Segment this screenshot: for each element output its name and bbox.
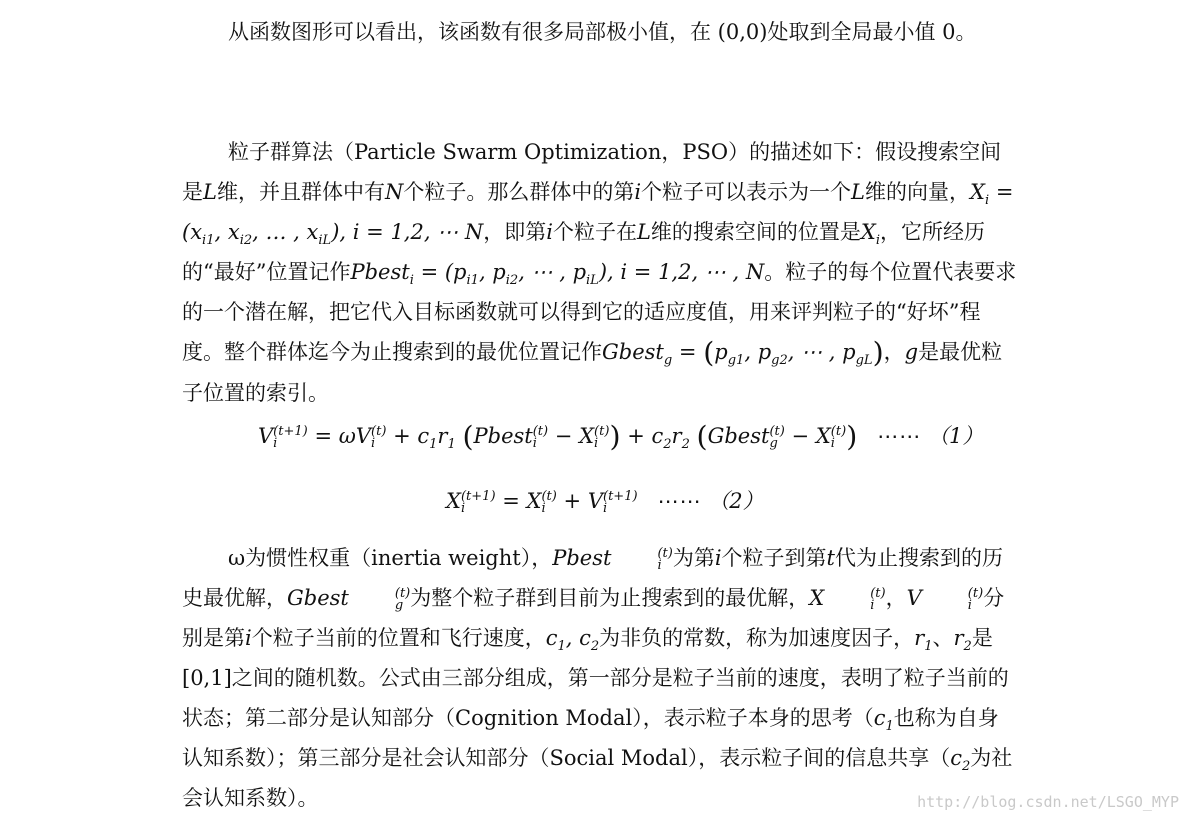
text-run: 个粒子。那么群体中的第 <box>403 180 635 204</box>
paragraph-3 <box>182 538 1018 818</box>
text-run: 是最优粒子位置的索引。 <box>182 340 1003 405</box>
text-run: 为整个粒子群到目前为止搜索到的最优解， <box>410 586 810 610</box>
text-run: 是[0,1]之间的随机数。公式由三部分组成，第一部分是粒子当前的速度，表明了粒子当前的状态；第二部分是认知部分（Cognition Modal），表示粒子本身的思考（ <box>182 626 1009 730</box>
text-run: 个粒子在 <box>552 220 637 244</box>
text-run: 。粒子的每个位置代表要求的一个潜在解，把它代入目标函数就可以得到它的适应度值，用来评判粒子的“好坏”程度。整个群体迄今为止搜索到的最优位置记作 <box>182 260 1017 364</box>
text-run: 维的向量， <box>865 180 970 204</box>
watermark-url: http://blog.csdn.net/LSGO_MYP <box>917 793 1179 811</box>
paragraph-2 <box>182 132 1018 413</box>
paragraph-1-text: 从函数图形可以看出，该函数有很多局部极小值，在 (0,0)处取到全局最小值 0。 <box>228 20 977 44</box>
paragraph-2-text: 粒子群算法（Particle Swarm Optimization，PSO）的描述如下：假设搜索空间是L维，并且群体中有N个粒子。那么群体中的第i个粒子可以表示为一个L维的向量，$X_i = (x_{i1}$, $x_{i2}$, … , $x_{iL}$), i = 1,2, ⋯ N，即第i个粒子在L维的搜索空间的位置是$X_i$，它所经历的“最好”位置记作Pbest$_i$ = ($p_{i1}$, $p_{i2}$, ⋯ , $p_{iL}$), i = 1,2, ⋯ , N。粒子的每个位置代表要求的一个潜在解，把它代入目标函数就可以得到它的适应度值，用来评判粒子的“好坏”程度。整个群体迄今为止搜索到的最优位置记作Gbest$_g$ = ($p_{g1}$, $p_{g2}$, ⋯ , $p_{gL}$)，g是最优粒子位置的索引。 <box>182 140 1017 405</box>
equation-1: V (t+1) i = ωV (t) i + $c_1r_1$ (Pbest (t) i − X (t) i ) + $c_2r_2$ (Gbest (t) g − X (t) i ) ⋯⋯ （1） <box>258 420 984 453</box>
text-run: ，即第 <box>483 220 547 244</box>
formula-Gbest: Gbest$_g$ = ($p_{g1}$, $p_{g2}$, ⋯ , $p_{gL}$) <box>602 336 884 369</box>
text-run: ， <box>883 340 905 364</box>
text-run: 维，并且群体中有 <box>216 180 385 204</box>
text-run: 维的搜索空间的位置是 <box>650 220 861 244</box>
formula-Xi: $X_i = (x_{i1}$, $x_{i2}$, … , $x_{iL}$), i = 1,2, ⋯ N <box>182 180 1014 249</box>
text-run: 为社会认知系数）。 <box>182 746 1013 810</box>
text-run: 个粒子到第 <box>721 546 827 570</box>
text-run: 为非负的常数，称为加速度因子， <box>599 626 915 650</box>
text-run: ，它所经历的“最好”位置记作 <box>182 220 986 284</box>
text-run: 粒子群算法（Particle Swarm Optimization，PSO）的描述如下：假设搜索空间是 <box>182 140 1002 204</box>
equation-1-number: （1） <box>927 424 984 448</box>
equation-2: X (t+1) i = X (t) i + V (t+1) i ⋯⋯ （2） <box>446 488 764 516</box>
text-run: 个粒子当前的位置和飞行速度， <box>251 626 546 650</box>
text-run: 代为止搜索到的历史最优解， <box>182 546 1003 610</box>
text-run: 也称为自身认知系数）；第三部分是社会认知部分（Social Modal），表示粒子间的信息共享（ <box>182 706 999 770</box>
text-run: ， <box>885 586 907 610</box>
text-run: 分别是第 <box>182 586 1005 650</box>
text-run: 为第 <box>672 546 715 570</box>
text-run: 、 <box>932 626 954 650</box>
equation-2-number: （2） <box>708 489 764 513</box>
formula-Pbest: Pbest$_i$ = ($p_{i1}$, $p_{i2}$, ⋯ , $p_{iL}$), i = 1,2, ⋯ , N <box>350 260 765 289</box>
text-run: ω为惯性权重（inertia weight）， <box>228 546 553 570</box>
paragraph-1 <box>182 12 1018 52</box>
text-run: 个粒子可以表示为一个 <box>641 180 852 204</box>
paragraph-3-text: ω为惯性权重（inertia weight），Pbest (t) i 为第i个粒子到第t代为止搜索到的历史最优解，Gbest (t) g 为整个粒子群到目前为止搜索到的最优解，X (t) i ，V (t) i 分别是第i个粒子当前的位置和飞行速度，$c_1$, $c_2$为非负的常数，称为加速度因子，$r_1$、$r_2$是[0,1]之间的随机数。公式由三部分组成，第一部分是粒子当前的速度，表明了粒子当前的状态；第二部分是认知部分（Cognition Modal），表示粒子本身的思考（$c_1$也称为自身认知系数）；第三部分是社会认知部分（Social Modal），表示粒子间的信息共享（$c_2$为社会认知系数）。 <box>182 545 1013 810</box>
